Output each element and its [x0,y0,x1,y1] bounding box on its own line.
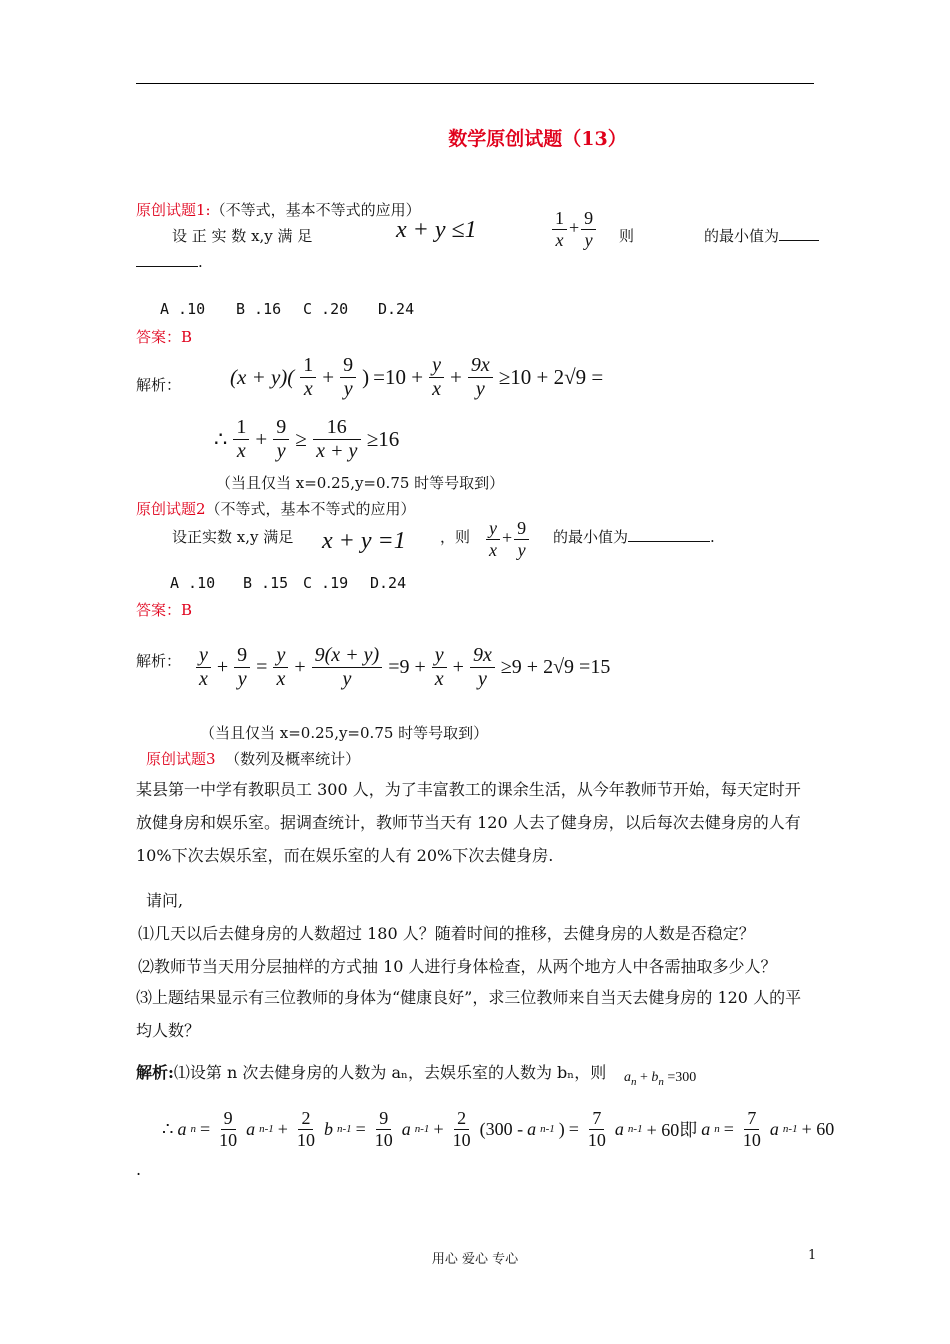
q2-end: ≥9 + 2√9 =15 [500,656,611,678]
q3-heading [146,748,360,769]
q2-option-a: A .10 [170,574,216,592]
q1-stem-suffix-wrap [704,225,819,246]
q2-expression: $\frac{y}{x}$ + $\frac{9}{y}$ [484,518,531,560]
q1-answer-blank-2 [136,266,198,267]
q3-item-1: ⑴几天以后去健身房的人数超过 180 人？随着时间的推移，去健身房的人数是否稳定？ [138,924,755,943]
q2-option-c: C .19 [303,574,349,592]
q3-ask: 请问, [146,891,184,910]
q3-analysis [136,1060,606,1083]
q1-note: （当且仅当 x=0.25,y=0.75 时等号取到） [216,474,505,492]
q1-stem-prefix: 设 正 实 数 x,y 满 足 [172,227,313,245]
q2-mid: 9(x + y) [312,644,383,668]
q2-answer-blank [628,541,710,542]
q1-option-c: C .20 [303,300,349,318]
q1-expression: $\frac{1}{x}$ + $\frac{9}{y}$ [550,208,598,250]
q1-tail-wrap [136,253,203,271]
q2-stem-suffix-wrap [553,526,715,547]
q3-eq-60: + 60即 [646,1120,698,1141]
q3-eq-mid: (300 - [479,1118,524,1139]
q3-analysis-label: 解析: [136,1063,174,1082]
q1-line2-end: ≥16 [366,427,400,451]
q1-line1-mid: =10 + [373,365,424,389]
q1-line2-geq: ≥ [295,427,307,451]
q1-option-a: A .10 [160,300,206,318]
q3-item-2: ⑵教师节当天用分层抽样的方式抽 10 人进行身体检查，从两个地方人中各需抽取多少人？ [138,957,777,976]
q1-analysis-label: 解析： [136,376,182,394]
q1-option-b: B .16 [236,300,282,318]
q3-label: 原创试题3 [146,750,216,768]
q2-heading [136,498,416,519]
q1-then: 则 [619,227,635,245]
q3-recurrence: ∴ a n = $\frac{9}{10}$ a n-1 + $\frac{2}{10}$ b n-1 = $\frac{9}{10}$ a n-1 + $\frac{2}{10}$ (300 - a n-1 ) = $\frac{7}{10}$ a n-1 + 60即 a n = $\frac{7}{10}$ a n-1 + 60 [162,1108,835,1150]
q1-stem-suffix: 的最小值为 [704,227,780,245]
q2-then: ，则 [440,528,471,546]
q3-sum-equation: $a_n + b_n =300$ [624,1070,697,1088]
q3-therefore: ∴ [162,1118,174,1139]
q2-stem-prefix: 设正实数 x,y 满足 [172,528,294,546]
page-footer: 用心 爱心 专心 [431,1252,519,1267]
q1-heading [136,199,421,220]
q1-line1-end: ≥10 + 2√9 = [498,365,604,389]
q2-tail: . [710,528,715,546]
q3-paragraph: 某县第一中学有教职员工 300 人，为了丰富教工的课余生活，从今年教师节开始，每天定时开放健身房和娱乐室。据调查统计，教师节当天有 120 人去了健身房，以后每次去健身房的人有 10%下次去娱乐室，而在娱乐室的人有 20%下次去健身房. [136,780,801,865]
q3-dot: . [136,1160,142,1179]
q2-topic: （不等式，基本不等式的应用） [205,500,416,518]
header-rule [136,83,814,84]
q1-answer: 答案：B [136,328,193,346]
q3-analysis-text: ⑴设第 n 次去健身房的人数为 aₙ，去娱乐室的人数为 bₙ，则 [173,1063,607,1082]
page-title: 数学原创试题（13） [448,128,627,150]
q1-option-d: D.24 [378,300,415,318]
q2-option-d: D.24 [370,574,407,592]
q3-topic: （数列及概率统计） [225,750,361,768]
q1-tail: . [198,253,203,271]
q1-line2-num: 16 [313,416,361,440]
page-number: 1 [808,1248,817,1263]
q1-condition: x + y ≤1 [396,217,477,243]
q1-analysis-line2: ∴ $\frac{1}{x}$ + $\frac{9}{y}$ ≥ $\frac{16}{x + y}$ ≥16 [214,416,400,462]
q2-analysis-label: 解析： [136,652,182,670]
q3-eq-end: + 60 [801,1118,835,1139]
q3-sum-eq: =300 [667,1070,697,1085]
q1-label: 原创试题1: [136,201,211,219]
q2-option-b: B .15 [243,574,289,592]
q2-answer: 答案：B [136,601,193,619]
q2-stem-suffix: 的最小值为 [553,528,629,546]
q2-condition: x + y =1 [322,528,406,554]
q1-topic: （不等式，基本不等式的应用） [210,201,421,219]
q2-note: （当且仅当 x=0.25,y=0.75 时等号取到） [200,724,489,742]
q1-answer-blank [779,240,819,241]
q2-label: 原创试题2 [136,500,206,518]
q1-analysis-line1: (x + y)( $\frac{1}{x}$ + $\frac{9}{y}$ ) =10 + $\frac{y}{x}$ + $\frac{9x}{y}$ ≥10 + 2√9 = [230,354,604,400]
q3-item-3: ⑶上题结果显示有三位教师的身体为“健康良好”，求三位教师来自当天去健身房的 120 人的平均人数？ [136,988,802,1040]
q2-analysis-line: $\frac{y}{x}$ + $\frac{9}{y}$ = $\frac{y}{x}$ + $\frac{9(x + y)}{y}$ =9 + $\frac{y}{x}$ + $\frac{9x}{y}$ ≥9 + 2√9 =15 [192,644,612,691]
